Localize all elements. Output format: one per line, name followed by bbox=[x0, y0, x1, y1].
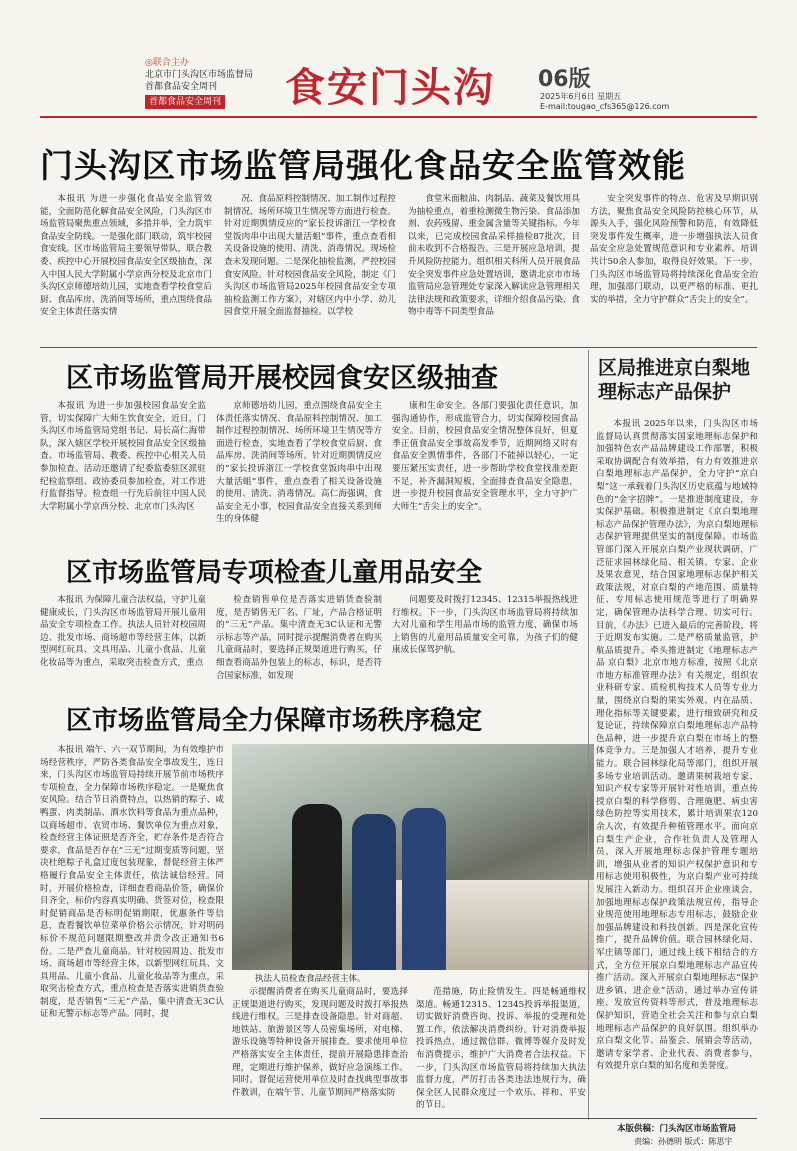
edition-number: 06版 bbox=[538, 67, 591, 92]
issue-date: 2025年6月6日 星期五 bbox=[540, 92, 622, 101]
side-headline-text: 区局推进京白梨地理标志产品保护 bbox=[598, 357, 751, 403]
email: E-mail:tougao_cfs365@126.com bbox=[540, 102, 670, 111]
main-col-4: 安全突发事件的特点、危害及早期识别方法，聚焦食品安全风险防控核心环节，从源头入手，强化风险预警和防范，有效降低突发事件发生概率，进一步增强执法人员食品安全应急处置规范意识和专业素养。培训共计50余人参加，取得良好效果。下一步，门头沟区市场监管局将持续深化食品安全治理，加强部门联动，以更严格的标准、更扎实的举措，全力守护群众“舌尖上的安全”。 bbox=[590, 194, 758, 305]
article3-headline: 区市场监管局专项检查儿童用品安全 bbox=[66, 558, 483, 588]
article2-col-1: 本报讯 为进一步加强校园食品安全监管，切实保障广大师生饮食安全，近日，门头沟区市场监管局党组书记、局长高仁海带队，深入辖区学校开展校园食品安全区级抽查。市场监管局、教委、疾控中心相关人员参加检查。活动还邀请了纪委监委驻区派驻纪检监察组、政协委员参加检查，对工作进行监督指导。检查组一行先后前往中国人民大学附属小学京西分校、北京市门头沟区 bbox=[40, 401, 206, 512]
article4-col-2: 示提醒消费者在购买儿童商品时，要选择正规渠道进行购买，发现问题及时拨打举报热线进行维权。三是排查设备隐患。针对商超、地铁站、旅游景区等人员密集场所，对电梯、游乐设施等特种设备开展排查。要求使用单位严格落实安全主体责任，提前开展隐患排查治理，定期进行维护保养，做好应急演练工作。同时，督促运营使用单位及时查找典型事故事件教训，在端午节、儿童节期间严格落实防 bbox=[232, 987, 408, 1098]
photo-caption: 执法人员检查食品经营主体。 bbox=[255, 974, 366, 984]
footer-provider: 本版供稿：门头沟区市场监管局 bbox=[617, 1124, 737, 1134]
date-line bbox=[540, 92, 669, 112]
footer-rule bbox=[40, 1118, 757, 1119]
side-body: 本报讯 2025年以来，门头沟区市场监督局认真贯彻落实国家地理标志保护和加强特色农产品品牌建设工作部署，积极采取协调配合有效举措，有力有效推进京白梨地理标志产品保护，全力守护“京白梨”这一承载着门头沟区历史底蕴与地域特色的“金字招牌”。一是推进制度建设，夯实保护基础。积极推进制定《京白梨地理标志产品保护管理办法》，为京白梨地理标志保护管理提供坚实的制度保障。市场监管部门深入开展京白梨产业现状调研，广泛征求园林绿化局、相关镇、专家、企业及果农意见，结合国家地理标志保护相关政策法规，对京白梨的产地范围、质量特征、专用标志使用规范等进行了明确界定，确保管理办法科学合理、切实可行。目前，《办法》已进入最后的完善阶段，将于近期发布实施。二是严格质量监管，护航品质提升。牵头推进制定《地理标志产品 京白梨》北京市地方标准，按照《北京市地方标准管理办法》有关规定，组织农业科研专家、质检机构技术人员等专业力量，围绕京白梨的果实外观、内在品质、理化指标等关键要素，进行细致研究和反复论证，持续保障京白梨地理标志产品特色品种，进一步提升京白梨在市场上的整体竞争力。三是加强人才培养，提升专业能力。联合园林绿化局等部门，组织开展多场专业培训活动。邀请果树栽培专家、知识产权专家等开展针对性培训，重点传授京白梨的科学修剪、合理施肥、病虫害绿色防控等实用技术，累计培训果农120余人次，有效提升种植管理水平。面向京白梨生产企业，合作社负责人及管理人员，深入开展地理标志保护管理专题培训，增强从业者的知识产权保护意识和专用标志使用积极性，为京白梨产业可持续发展注入新动力。组织召开企业座谈会，加强地理标志保护政策法规宣传，指导企业规范使用地理标志专用标志，鼓励企业加强品牌建设和科技创新。四是深化宣传推广，提升品牌价值。联合园林绿化局、军庄镇等部门，通过线上线下相结合的方式，全方位开展京白梨地理标志产品宣传推广活动。深入开展京白梨地理标志“保护进乡镇、进企业”活动，通过举办宣传讲座、发放宣传资料等形式，普及地理标志保护知识，营造全社会关注和参与京白梨地理标志产品保护的良好氛围。组织举办京白梨文化节、品鉴会、展销会等活动，邀请专家学者、企业代表、消费者参与，有效提升京白梨的知名度和美誉度。 bbox=[596, 419, 758, 1072]
article2-col-2: 京师德培幼儿园，重点围绕食品安全主体责任落实情况、食品原料控制情况、加工制作过程控制情况、场所环境卫生情况等方面进行检查，实地查看了学校食堂后厨、食品库房、洗消间等场所。针对近期舆情反应的“家长投诉浙江一学校食堂饭肉串中出现大量活蛆”事件，重点查看了相关设备设施的使用、清洗、消毒情况。高仁海强调，食品安全无小事，校园食品安全直接关系到师生的身体健 bbox=[216, 401, 382, 525]
inspection-photo bbox=[232, 744, 594, 970]
photo-person-1 bbox=[292, 804, 342, 970]
footer-editors: 责编：孙德明 版式：陈思宇 bbox=[634, 1137, 733, 1146]
org-1: 北京市门头沟区市场监督局 bbox=[145, 70, 254, 80]
side-divider bbox=[588, 350, 589, 1120]
article3-col-2: 检查销售单位是否落实进销货查验制度，是否销售无厂名、厂址，产品合格证明的“三无”产品。集中清查无3C认证和无警示标志等产品，同时提示提醒消费者在购买儿童商品时，要选择正规渠道进行购买，仔细查看商品外包装上的标志，标识，是否符合国家标准，如发现 bbox=[216, 595, 382, 681]
cohost-label: ◎联合主办 bbox=[145, 58, 189, 68]
photo-person-2 bbox=[352, 814, 396, 970]
weekly-tag: 首都食品安全周刊 bbox=[145, 95, 225, 109]
main-col-1: 本报讯 为进一步强化食品安全监管效能，全面防范化解食品安全风险，门头沟区市场监管局聚焦重点领域，多措并举，全力筑牢食品安全防线。一是强化部门联动，筑牢校园食安线。区市场监管局主要领导带队，联合教委、疾控中心开展校园食品安全区级抽查，深入中国人民大学附属小学京西分校及北京市门头沟区京师德培幼儿园，实地查看学校食堂后厨、食品库房、洗消间等场所，重点围绕食品安全主体责任落实情 bbox=[40, 194, 212, 318]
photo-person-3 bbox=[402, 808, 446, 970]
article3-col-1: 本报讯 为保障儿童合法权益，守护儿童健康成长，门头沟区市场监管局开展儿童用品安全专项检查工作。执法人员针对校园周边、批发市场、商场超市等经营主体，以新型网红玩具、文具用品、儿童小食品、儿童化妆品等为重点，采取突击检查方式，重点 bbox=[40, 595, 206, 668]
masthead-rule bbox=[40, 116, 757, 118]
article4-col-1: 本报讯 端午、六一双节期间，为有效维护市场经营秩序，严防各类食品安全事故发生，连日来，门头沟区市场监管局持续开展节前市场秩序专项检查，全力保障市场秩序稳定。一是聚焦食安风险。结合节日消费特点，以热销的粽子、咸鸭蛋、肉类制品、酒水饮料等食品为重点品种，以商场超市、农贸市场、餐饮单位为重点对象，检查经营主体证照是否齐全，贮存条件是否符合要求，食品是否存在“三无”过期变质等问题，坚决杜绝粽子礼盒过度包装现象，督促经营主体严格履行食品安全主体责任，依法诚信经营。同时，开展价格检查，详细查看商品价签，确保价目齐全，标价内容真实明确、货签对位，检查限时促销商品是否标明促销期限，优惠条件等信息，查看餐饮单位菜单价格公示情况，针对明码标价不规范问题限期整改并责令改正通知书6份。二是严查儿童商品。针对校园周边、批发市场、商场超市等经营主体，以新型网红玩具、文具用品、儿童小食品、儿童化妆品等为重点，采取突击检查方式，重点检查是否落实进销货查验制度，是否销售“三无”产品，集中清查无3C认证和无警示标志等产品。同时，提 bbox=[40, 745, 224, 1020]
masthead-orgs bbox=[145, 57, 253, 109]
article3-col-3: 问题要及时拨打12345、12315举报热线进行维权。下一步，门头沟区市场监管局将持续加大对儿童和学生用品市场的监管力度，确保市场上销售的儿童用品质量安全可靠，为孩子们的健康成长保驾护航。 bbox=[392, 595, 578, 656]
brand-logo: 食安门头沟 bbox=[285, 64, 495, 111]
org-2: 首都食品安全周刊 bbox=[145, 82, 218, 92]
article2-headline: 区市场监管局开展校园食安区级抽查 bbox=[66, 363, 498, 394]
side-headline bbox=[598, 356, 758, 404]
main-col-2: 况、食品原料控制情况、加工制作过程控制情况、场所环境卫生情况等方面进行检查。针对近期舆情反应的“家长投诉浙江一学校食堂饭肉串中出现大量活蛆”事件，重点查看相关设备设施的使用、清洗、消毒情况。现场检查未发现问题。二是深化抽检监测，严控校园食安风险。针对校园食品安全风险，制定《门头沟区市场监管局2025年校园食品安全专项抽检监测工作方案》，对辖区内中小学、幼儿园食堂开展全面监督抽检。以学校 bbox=[224, 194, 396, 318]
main-headline: 门头沟区市场监管局强化食品安全监管效能 bbox=[40, 146, 686, 185]
section-divider bbox=[40, 347, 757, 348]
article4-col-3: 范措施，防止险情发生。四是畅通维权渠道。畅通12315、12345投诉举报渠道，切实做好消费咨询、投诉、举报的受理和处置工作，依法解决消费纠纷。针对消费举报投诉热点，通过微信群、微博等媒介及时发布消费提示，维护广大消费者合法权益。下一步，门头沟区市场监管局将持续加大执法监督力度，严厉打击各类违法违规行为，确保全区人民群众度过一个欢乐、祥和、平安的节日。 bbox=[416, 987, 586, 1111]
main-col-3: 食堂米面粮油、肉制品、蔬菜及餐饮用具为抽检重点，着重检测微生物污染、食品添加剂、农药残留、重金属含量等关键指标。今年以来，已完成校园食品采样抽检87批次，目前未收到不合格报告。三是开展应急培训，提升风险防控能力。组织相关科所人员开展食品安全突发事件应急处置培训，邀请北京市市场监管局应急管理处专家深入解读应急管理相关法律法规和政策要求，详细介绍食品污染、食物中毒等不同类型食品 bbox=[408, 194, 580, 318]
article2-col-3: 康和生命安全。各部门要强化责任意识，加强沟通协作，形成监管合力，切实保障校园食品安全。目前，校园食品安全情况整体良好，但夏季正值食品安全事故高发季节，近期网络又时有食品安全舆情事件，各部门不能掉以轻心，一定要压紧压实责任，进一步帮助学校食堂找准差距不足，补齐漏洞短板，全面排查食品安全隐患，进一步提升校园食品安全管理水平，全力守护广大师生“舌尖上的安全”。 bbox=[392, 401, 578, 512]
article4-headline: 区市场监管局全力保障市场秩序稳定 bbox=[66, 706, 483, 736]
